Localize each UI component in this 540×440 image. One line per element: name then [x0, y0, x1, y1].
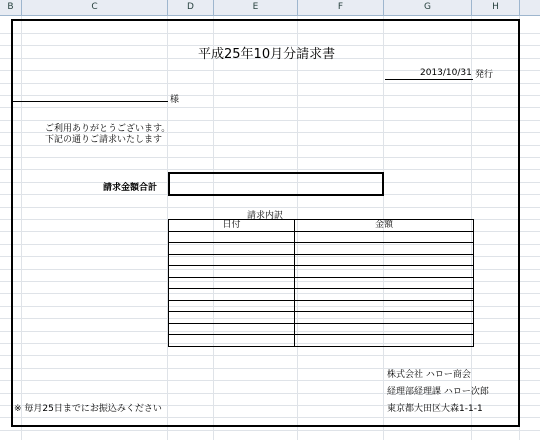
issue-date-underline — [385, 79, 473, 80]
table-row — [169, 277, 474, 289]
breakdown-table — [168, 219, 474, 347]
customer-name-line — [13, 101, 168, 102]
amount-cell[interactable] — [295, 323, 474, 335]
column-header-f[interactable]: F — [298, 0, 384, 15]
issued-label: 発行 — [475, 70, 494, 80]
table-row — [169, 335, 474, 347]
invoice-title: 平成25年10月分請求書 — [198, 47, 336, 62]
table-row — [169, 312, 474, 324]
amount-cell[interactable] — [295, 266, 474, 278]
table-row — [169, 231, 474, 243]
date-cell[interactable] — [169, 289, 295, 301]
date-cell[interactable] — [169, 266, 295, 278]
table-row — [169, 300, 474, 312]
table-row — [169, 266, 474, 278]
date-cell[interactable] — [169, 312, 295, 324]
date-cell[interactable] — [169, 243, 295, 255]
breakdown-label: 請求内訳 — [247, 211, 284, 221]
table-row — [169, 323, 474, 335]
date-cell[interactable] — [169, 300, 295, 312]
column-header-d[interactable]: D — [168, 0, 214, 15]
amount-cell[interactable] — [295, 243, 474, 255]
customer-honorific: 様 — [170, 95, 180, 105]
company-address: 東京都大田区大森1-1-1 — [387, 404, 483, 414]
column-header-b[interactable]: B — [0, 0, 22, 15]
column-header-h[interactable]: H — [472, 0, 520, 15]
total-amount-label: 請求金額合計 — [103, 183, 158, 193]
column-header-bar — [0, 0, 540, 16]
table-row — [169, 289, 474, 301]
amount-cell[interactable] — [295, 231, 474, 243]
amount-cell[interactable] — [295, 277, 474, 289]
column-header-c[interactable]: C — [22, 0, 168, 15]
amount-cell[interactable] — [295, 289, 474, 301]
date-cell[interactable] — [169, 231, 295, 243]
amount-cell[interactable] — [295, 300, 474, 312]
date-cell[interactable] — [169, 335, 295, 347]
payment-note: ※ 毎月25日までにお振込みください — [14, 404, 162, 414]
date-cell[interactable] — [169, 254, 295, 266]
department-contact: 経理部経理課 ハロー次郎 — [387, 387, 489, 397]
column-header-e[interactable]: E — [214, 0, 298, 15]
table-row — [169, 254, 474, 266]
column-header-g[interactable]: G — [384, 0, 472, 15]
amount-cell[interactable] — [295, 312, 474, 324]
issue-date: 2013/10/31 — [420, 68, 472, 78]
greeting-line-2: 下記の通りご請求いたします — [45, 135, 163, 145]
company-name: 株式会社 ハロー商会 — [387, 370, 471, 380]
table-row — [169, 243, 474, 255]
date-column-header: 日付 — [169, 220, 295, 232]
amount-cell[interactable] — [295, 335, 474, 347]
total-amount-cell[interactable] — [168, 172, 384, 196]
amount-cell[interactable] — [295, 254, 474, 266]
greeting-line-1: ご利用ありがとうございます。 — [45, 124, 171, 134]
breakdown-table-body — [169, 231, 474, 346]
date-cell[interactable] — [169, 277, 295, 289]
date-cell[interactable] — [169, 323, 295, 335]
column-header-i[interactable] — [520, 0, 540, 15]
grid-line — [0, 430, 540, 431]
amount-column-header: 金額 — [295, 220, 474, 232]
